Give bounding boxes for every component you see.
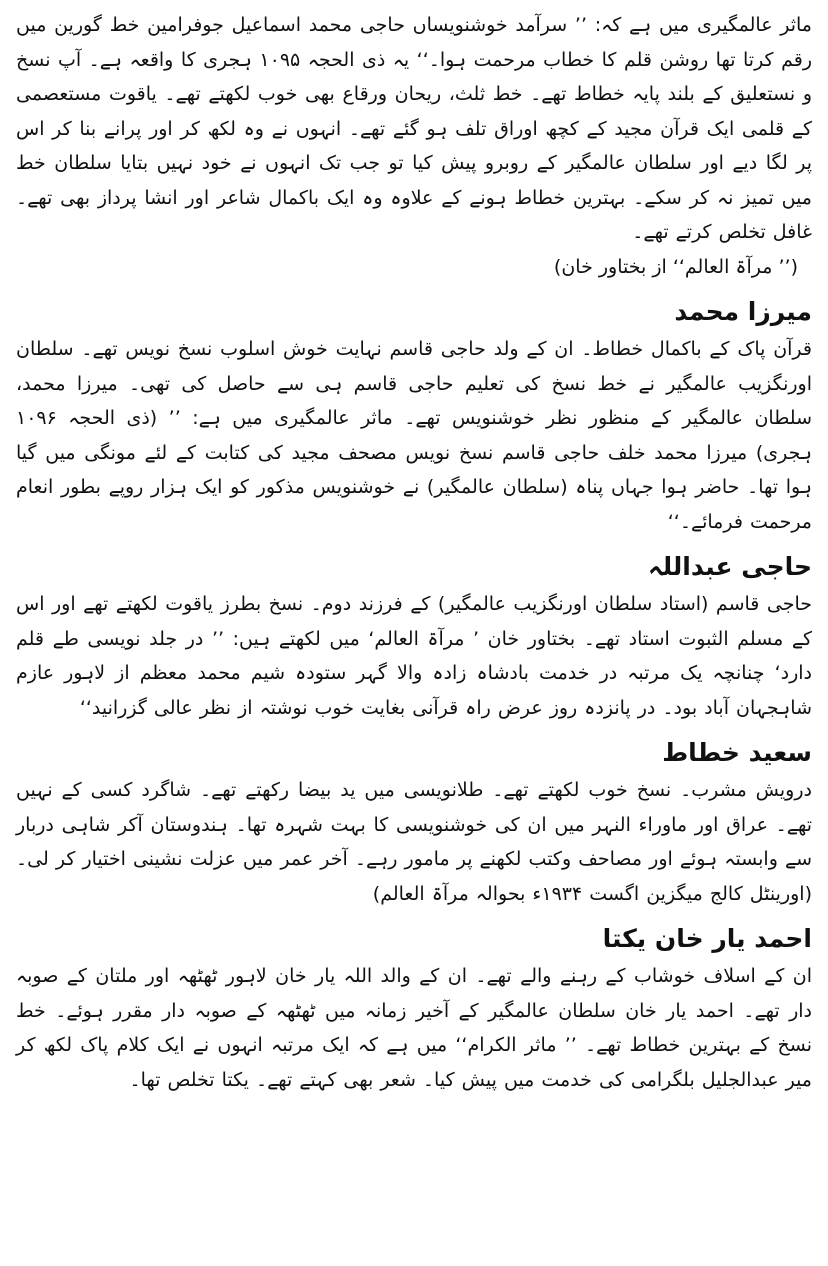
intro-section	[16, 8, 812, 284]
section-paragraph: قرآن پاک کے باکمال خطاط۔ ان کے ولد حاجی قاسم نہایت خوش اسلوب نسخ نویس تھے۔ سلطان اورنگزیب عالمگیر نے خط نسخ کی تعلیم حاجی قاسم ہی سے حاصل کی تھی۔ میرزا محمد، سلطان عالمگیر کے منظور نظر خوشنویس تھے۔ ماثر عالمگیری میں ہے: ’’ (ذی الحجہ ۱۰۹۶ ہجری) میرزا محمد خلف حاجی قاسم نسخ نویس مصحف مجید کی کتابت کے لئے مونگی میں گیا ہوا تھا۔ حاضر ہوا جہاں پناہ (سلطان عالمگیر) نے خوشنویس مذکور کو ایک ہزار روپے بطور انعام مرحمت فرمائے۔‘‘	[16, 338, 812, 533]
section-title: سعید خطاط	[662, 738, 812, 767]
section-paragraph: حاجی قاسم (استاد سلطان اورنگزیب عالمگیر) کے فرزند دوم۔ نسخ بطرز یاقوت لکھتے تھے اور اس کے مسلم الثبوت استاد تھے۔ بختاور خان ’ مرآۃ العالم‘ میں لکھتے ہیں: ’’ در جلد نویسی طے قلم دارد‘ چنانچہ یک مرتبہ در خدمت بادشاہ زادہ والا گہر ستودہ شیم محمد معظم از لاہور عازم شاہجہان آباد بود۔ در پانزدہ روز عرض راہ قرآنی بغایت خوب نوشتہ از نظر عالی گزرانید‘‘	[16, 593, 812, 719]
section-saeed-khattat	[16, 735, 812, 911]
section-haji-abdullah	[16, 549, 812, 725]
section-paragraph: درویش مشرب۔ نسخ خوب لکھتے تھے۔ طلانویسی میں ید بیضا رکھتے تھے۔ شاگرد کسی کے نہیں تھے۔ عراق اور ماوراء النہر میں ان کی خوشنویسی کا بہت شہرہ تھا۔ ہندوستان آکر شاہی دربار سے وابستہ ہوئے اور مصاحف وکتب لکھنے پر مامور رہے۔ آخر عمر میں عزلت نشینی اختیار کر لی۔ (اورینٹل کالج میگزین اگست ۱۹۳۴ء بحوالہ مرآۃ العالم)	[16, 779, 812, 905]
section-title: حاجی عبداللہ	[648, 552, 812, 581]
intro-paragraph: ماثر عالمگیری میں ہے کہ: ’’ سرآمد خوشنویساں حاجی محمد اسماعیل جوفرامین خط گورین میں رقم کرتا تھا روشن قلم کا خطاب مرحمت ہوا۔‘‘ یہ ذی الحجہ ۱۰۹۵ ہجری کا واقعہ ہے۔ آپ نسخ و نستعلیق کے بلند پایہ خطاط تھے۔ خط ثلث، ریحان ورقاع بھی خوب لکھتے تھے۔ یاقوت مستعصمی کے قلمی ایک قرآن مجید کے کچھ اوراق تلف ہو گئے تھے۔ انہوں نے وہ لکھ کر اور پرانے بنا کر اس پر لگا دیے اور سلطان عالمگیر کے روبرو پیش کیا تو جب تک انہوں نے خود نہیں بتایا سلطان خط میں تمیز نہ کر سکے۔ بہترین خطاط ہونے کے علاوہ وہ ایک باکمال شاعر اور انشا پرداز بھی تھے۔ غافل تخلص کرتے تھے۔	[16, 14, 812, 243]
section-title: احمد یار خان یکتا	[602, 924, 812, 953]
section-paragraph: ان کے اسلاف خوشاب کے رہنے والے تھے۔ ان کے والد اللہ یار خان لاہور ٹھٹھہ اور ملتان کے صوبہ دار تھے۔ احمد یار خان سلطان عالمگیر کے آخیر زمانہ میں ٹھٹھہ کے صوبہ دار مقرر ہوئے۔ خط نسخ کے بہترین خطاط تھے۔ ’’ ماثر الکرام‘‘ میں ہے کہ ایک مرتبہ انہوں نے ایک کلام پاک لکھ کر میر عبدالجلیل بلگرامی کی خدمت میں پیش کیا۔ شعر بھی کہتے تھے۔ یکتا تخلص تھا۔	[16, 965, 812, 1091]
intro-citation: (’’ مرآۃ العالم‘‘ از بختاور خان)	[553, 255, 798, 278]
section-title: میرزا محمد	[674, 297, 812, 326]
section-ahmad-yar-khan	[16, 921, 812, 1097]
section-mirza-muhammad	[16, 294, 812, 539]
